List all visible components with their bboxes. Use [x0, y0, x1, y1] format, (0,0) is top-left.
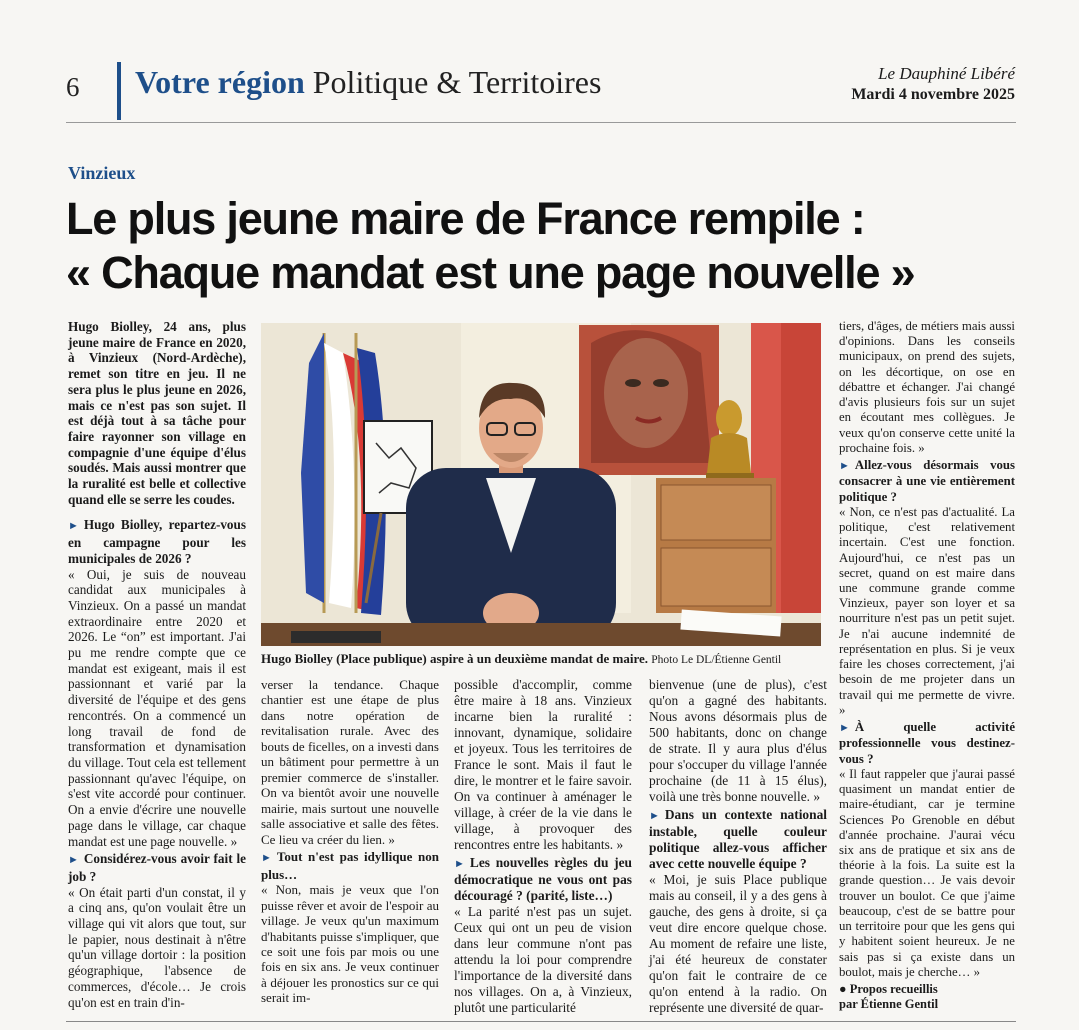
triangle-icon: ►: [261, 852, 272, 865]
photo-illustration: [261, 323, 821, 646]
answer-2-part-2: verser la tendance. Chaque chantier est une étape de plus dans notre opération de revitalisation rurale. Avec des bouts de ficelles, on a investi dans un bâtiment pour permettre à un premier commerce de s'installer. On va bientôt avoir une nouvelle mairie, mais surtout une nouvelle salle associative et salle des fêtes. Ce lieu va créer du lien. »: [261, 677, 439, 847]
answer-6: « Non, ce n'est pas d'actualité. La politique, c'est relativement incertain. C'est une fonction. Aujourd'hui, ce n'est pas un secret, quand on est maire dans une commune grande comme Vinzieux, payer son loyer et sa nourriture n'est pas un petit sujet. Je n'ai aucune indemnité de représentation en plus. Si je veux faire les choses correctement, j'ai besoin de me projeter dans un travail qui me permette de vivre. »: [839, 504, 1015, 717]
section-name: Votre région: [135, 64, 305, 100]
headline-line-1: Le plus jeune maire de France rempile :: [66, 193, 865, 244]
triangle-icon: ►: [454, 858, 465, 870]
article-kicker: Vinzieux: [68, 163, 136, 183]
triangle-icon: ►: [68, 520, 79, 533]
photo-credit: Photo Le DL/Étienne Gentil: [651, 654, 782, 666]
issue-date: Mardi 4 novembre 2025: [851, 86, 1015, 103]
column-4: [649, 677, 827, 1016]
answer-4-part-2: bienvenue (une de plus), c'est qu'on a gagné des habitants. Nous avons désormais plus de 500 habitants, donc on change de strate. Il y aura plus d'élus pour s'occuper du village l'année prochaine (de 11 à 15 élus), voilà une très bonne nouvelle. »: [649, 677, 827, 804]
question-4: ► Les nouvelles règles du jeu démocratique ne vous ont pas découragé ? (parité, liste…): [454, 855, 632, 903]
question-7: ► À quelle activité professionnelle vous destinez-vous ?: [839, 720, 1015, 766]
caption-text: Hugo Biolley (Place publique) aspire à un deuxième mandat de maire.: [261, 651, 649, 666]
photo-caption: [261, 651, 821, 667]
footer-rule: [66, 1021, 1016, 1022]
answer-2-part-1: « On était parti d'un constat, il y a cinq ans, qu'on voulait être un village qui vit alors que tout, sur le papier, nous destinait à n'être qu'un village dortoir : la position géographique, l'absence de commerces, d'école… Je crois qu'on est en train d'in-: [68, 884, 246, 1010]
triangle-icon: ►: [839, 460, 850, 473]
subsection-name: Politique & Territoires: [312, 64, 602, 100]
question-5: ► Dans un contexte national instable, quelle couleur politique allez-vous afficher avec cette nouvelle équipe ?: [649, 807, 827, 871]
column-5: [839, 319, 1015, 1013]
header-divider: [117, 62, 121, 120]
column-3: [454, 677, 632, 1016]
answer-5-part-2: tiers, d'âges, de métiers mais aussi d'opinions. Dans les conseils municipaux, on prend des sujets, on les décortique, on ose en débattre et échanger. J'ai changé d'avis plusieurs fois sur un sujet en écoutant mes collègues. Je veux qu'on conserve cette unité la prochaine fois. »: [839, 319, 1015, 455]
headline-line-2: « Chaque mandat est une page nouvelle »: [66, 247, 915, 298]
question-2: ► Considérez-vous avoir fait le job ?: [68, 851, 246, 884]
answer-4-part-1: « La parité n'est pas un sujet. Ceux qui ont un peu de vision dans leur commune n'ont pas attendu la loi pour comprendre l'importance de la diversité dans nos villages. On a, à Vinzieux, plutôt une particularité: [454, 904, 632, 1015]
answer-7: « Il faut rappeler que j'aurai passé quasiment un mandat entier de maire-étudiant, car je termine Sciences Po Grenoble en début d'année prochaine. J'aurai vécu six ans de pratique et six ans de théorie à la fois. La suite est la grande question… Je vais devoir trouver un boulot. Ce que j'aime beaucoup, c'est de se battre pour un territoire pour que les gens qui y habitent soient heureux. Je ne sais pas si ça existe dans un boulot, mais je cherche… »: [839, 766, 1015, 979]
article-lead: Hugo Biolley, 24 ans, plus jeune maire de France en 2020, à Vinzieux (Nord-Ardèche), remet son titre en jeu. Il ne sera plus le plus jeune en 2026, mais ce n'est pas son sujet. Il est déjà tout à sa tâche pour faire rayonner son village en compagnie d'une équipe d'élus soudés. Mais aussi montrer que la ruralité est belle et collective quand elle se serre les coudes.: [68, 319, 246, 507]
triangle-icon: ►: [68, 854, 79, 867]
header-rule: [66, 122, 1016, 123]
bullet-icon: ●: [839, 982, 847, 997]
triangle-icon: ►: [839, 722, 850, 735]
question-3: ► Tout n'est pas idyllique non plus…: [261, 849, 439, 882]
article-photo: [261, 323, 821, 646]
triangle-icon: ►: [649, 810, 660, 822]
column-2: [261, 677, 439, 1006]
answer-1: « Oui, je suis de nouveau candidat aux municipales à Vinzieux. On a passé un mandat extraordinaire entre 2020 et 2026. Le “on” est important. J'ai pu me rendre compte que ce mandat est exigeant, mais il est passionnant et varié par la diversité de l'équipe et des gens rencontrés. On a commencé un long travail de fond de transformation et dynamisation du village. Tout cela est tellement passionnant qu'avec l'équipe, on s'est vite accordé pour continuer. On a envie d'écrire une nouvelle page dans le village, car chaque mandat est une page nouvelle. »: [68, 566, 246, 849]
newspaper-name: Le Dauphiné Libéré: [878, 64, 1015, 83]
answer-3-part-1: « Non, mais je veux que l'on puisse rêver et avoir de l'espoir au village. Je veux qu'un maximum d'habitants puisse s'impliquer, que ce soit une fois par mois ou une fois en six ans. Je veux continuer à déjouer les pronostics sur ce qui serait im-: [261, 882, 439, 1006]
question-1: ► Hugo Biolley, repartez-vous en campagne pour les municipales de 2026 ?: [68, 517, 246, 566]
page-number: 6: [66, 72, 80, 102]
masthead: [851, 64, 1015, 104]
section-title: [135, 64, 601, 101]
answer-3-part-2: possible d'accomplir, comme être maire à 18 ans. Vinzieux incarne bien la ruralité : innovant, dynamique, solidaire et joyeux. Tous les territoires de France le sont. Mais il faut le dire, le montrer et le faire savoir. On va continuer à aménager le village, à créer de la vie dans le village, à provoquer des rencontres entre les habitants. »: [454, 677, 632, 852]
question-6: ► Allez-vous désormais vous consacrer à une vie entièrement politique ?: [839, 458, 1015, 504]
answer-5-part-1: « Moi, je suis Place publique mais au conseil, il y a des gens à gauche, des gens à droite, si ça veut dire encore quelque chose. Au moment de refaire une liste, j'ai été heureux de constater qu'on fait le contraire de ce qu'on entend à la radio. On représente une diversité de quar-: [649, 872, 827, 1015]
column-1: [68, 319, 246, 1010]
byline: ● Propos recueillis par Étienne Gentil: [839, 982, 939, 1012]
article-headline: [66, 192, 1026, 300]
